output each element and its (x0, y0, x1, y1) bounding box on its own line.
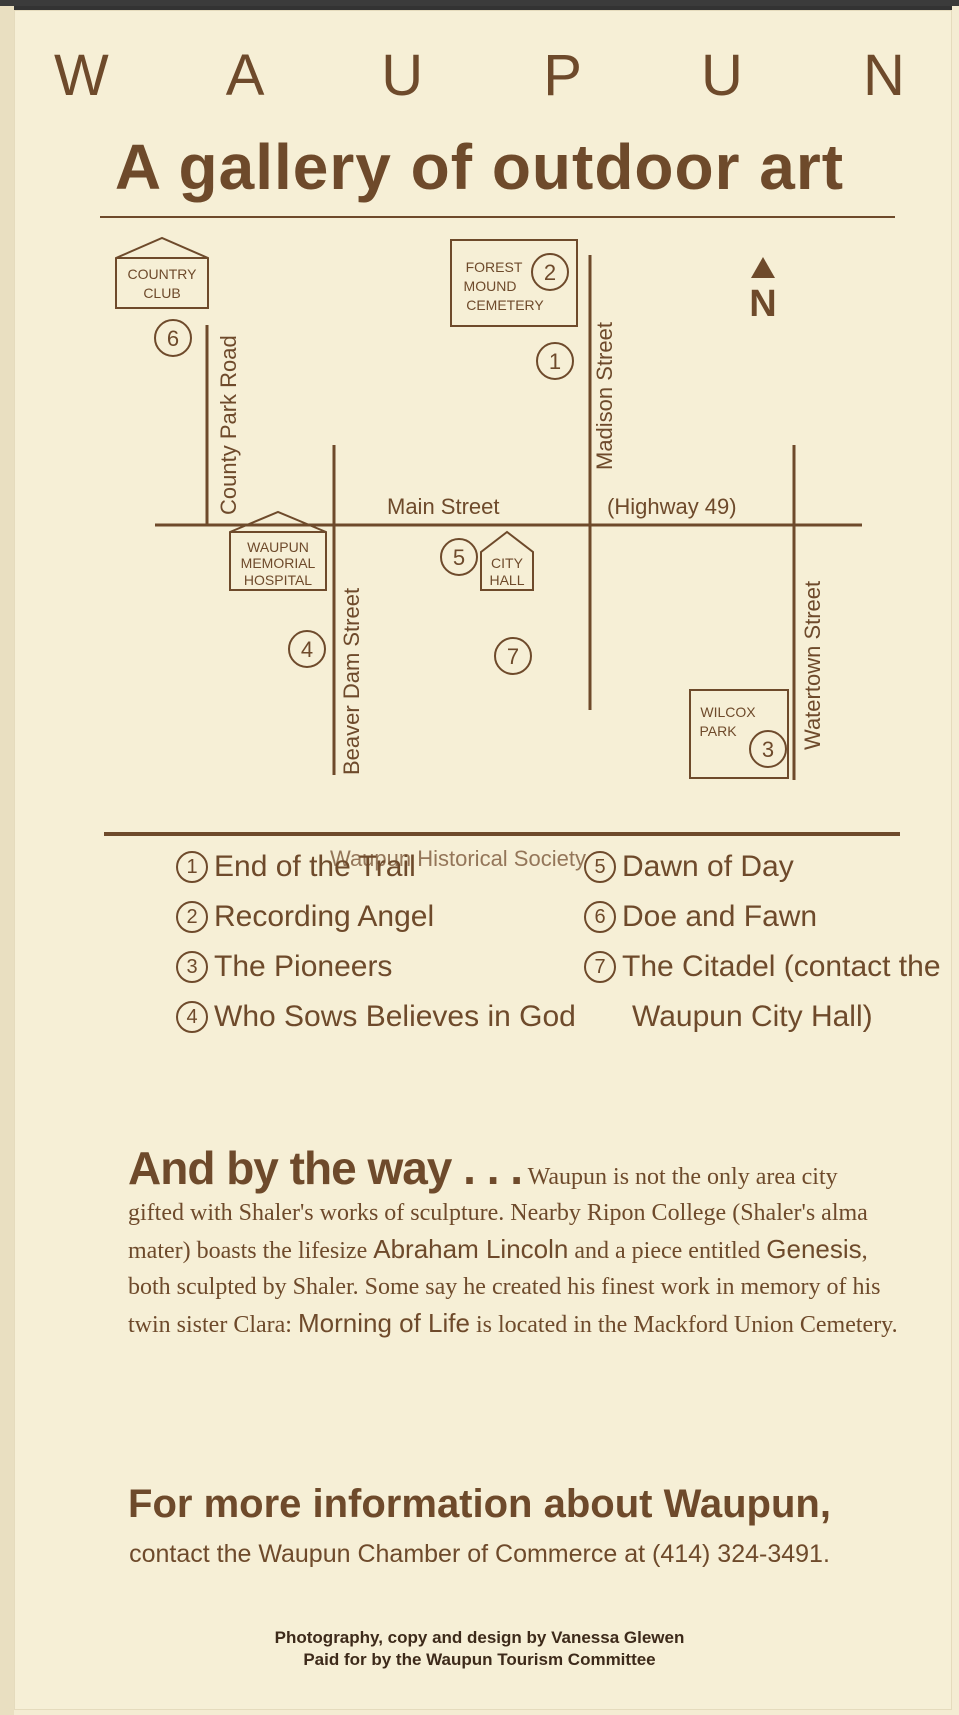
legend-label: Dawn of Day (622, 850, 794, 883)
legend-item-continued (584, 992, 941, 1042)
by-the-way-text-2: and a piece entitled (568, 1238, 767, 1264)
madison-street-label: Madison Street (592, 322, 617, 470)
legend-number: 1 (176, 851, 208, 883)
legend-item (176, 892, 576, 942)
map-divider (104, 832, 900, 836)
legend-label: The Pioneers (214, 950, 393, 983)
legend-number: 4 (176, 1001, 208, 1033)
highlight-abraham-lincoln: Abraham Lincoln (373, 1234, 569, 1264)
highlight-genesis: Genesis (766, 1234, 862, 1264)
legend-label: The Citadel (contact the (622, 950, 941, 983)
legend-item (176, 992, 576, 1042)
hospital-label-1: WAUPUN (247, 539, 309, 555)
legend-item (584, 842, 941, 892)
north-label: N (749, 283, 777, 325)
legend-left (176, 842, 576, 1042)
watertown-street-label: Watertown Street (800, 580, 825, 750)
legend-label: Recording Angel (214, 900, 435, 933)
legend-label: Doe and Fawn (622, 900, 818, 933)
wilcox-label-1: WILCOX (700, 704, 756, 720)
info-title: For more information about Waupun, (128, 1482, 831, 1526)
legend-item (584, 892, 941, 942)
info-subtitle: contact the Waupun Chamber of Commerce at (414) 324-3491. (129, 1540, 830, 1568)
legend-label: Who Sows Believes in God (214, 1000, 576, 1033)
marker-5-number: 5 (452, 545, 466, 570)
legend-label-continued: Waupun City Hall) (632, 1000, 873, 1033)
by-the-way-text-4: is located in the Mackford Union Cemetery. (469, 1312, 898, 1338)
street-map (0, 220, 959, 780)
highlight-morning-of-life: Morning of Life (297, 1308, 470, 1338)
forest-label-2: MOUND (463, 278, 517, 294)
north-arrow-icon (751, 257, 775, 278)
country-club-label-2: CLUB (143, 285, 181, 301)
watermark: Waupun Historical Society (330, 846, 586, 871)
top-edge (0, 0, 959, 6)
page-title: A gallery of outdoor art (114, 131, 845, 203)
country-club-label-1: COUNTRY (127, 266, 197, 282)
credit-line-2: Paid for by the Waupun Tourism Committee (303, 1650, 656, 1669)
wilcox-label-2: PARK (699, 723, 737, 739)
title-divider (100, 216, 895, 218)
legend-number: 2 (176, 901, 208, 933)
city-hall-label-2: HALL (489, 572, 525, 588)
legend-right (584, 842, 941, 1042)
highway-label: (Highway 49) (607, 494, 737, 519)
marker-3-number: 3 (761, 737, 775, 762)
credit-line-1: Photography, copy and design by Vanessa Glewen (274, 1628, 685, 1647)
hospital-label-3: HOSPITAL (243, 572, 313, 588)
forest-label-3: CEMETERY (466, 297, 544, 313)
marker-7-number: 7 (506, 644, 520, 669)
city-hall-label-1: CITY (491, 555, 523, 571)
legend-item (176, 842, 576, 892)
county-park-road-label: County Park Road (216, 335, 241, 515)
forest-label-1: FOREST (465, 259, 523, 275)
legend-number: 6 (584, 901, 616, 933)
marker-2-number: 2 (543, 260, 557, 285)
by-the-way-text-1: Waupun is not the only area city gifted with Shaler's works of sculpture. Nearby Ripon College (Shaler's alma mater) boasts the lifesize (128, 1164, 868, 1264)
legend-number: 5 (584, 851, 616, 883)
marker-6-number: 6 (166, 326, 180, 351)
main-street-label: Main Street (387, 494, 500, 519)
legend-label: End of the Trail (214, 850, 416, 883)
hospital-label-2: MEMORIAL (240, 555, 316, 571)
legend-item (176, 942, 576, 992)
beaver-dam-street-label: Beaver Dam Street (339, 587, 364, 775)
legend-number: 3 (176, 951, 208, 983)
marker-1-number: 1 (548, 349, 562, 374)
title-letters: W A U P U N (54, 43, 957, 108)
marker-4-number: 4 (300, 637, 314, 662)
legend-number: 7 (584, 951, 616, 983)
legend-item (584, 942, 941, 992)
by-the-way-paragraph (128, 1142, 898, 1343)
by-the-way-text-3: , both sculpted by Shaler. Some say he created his finest work in memory of his twin sister Clara: (128, 1238, 881, 1338)
by-the-way-lead: And by the way . . . (128, 1142, 523, 1194)
